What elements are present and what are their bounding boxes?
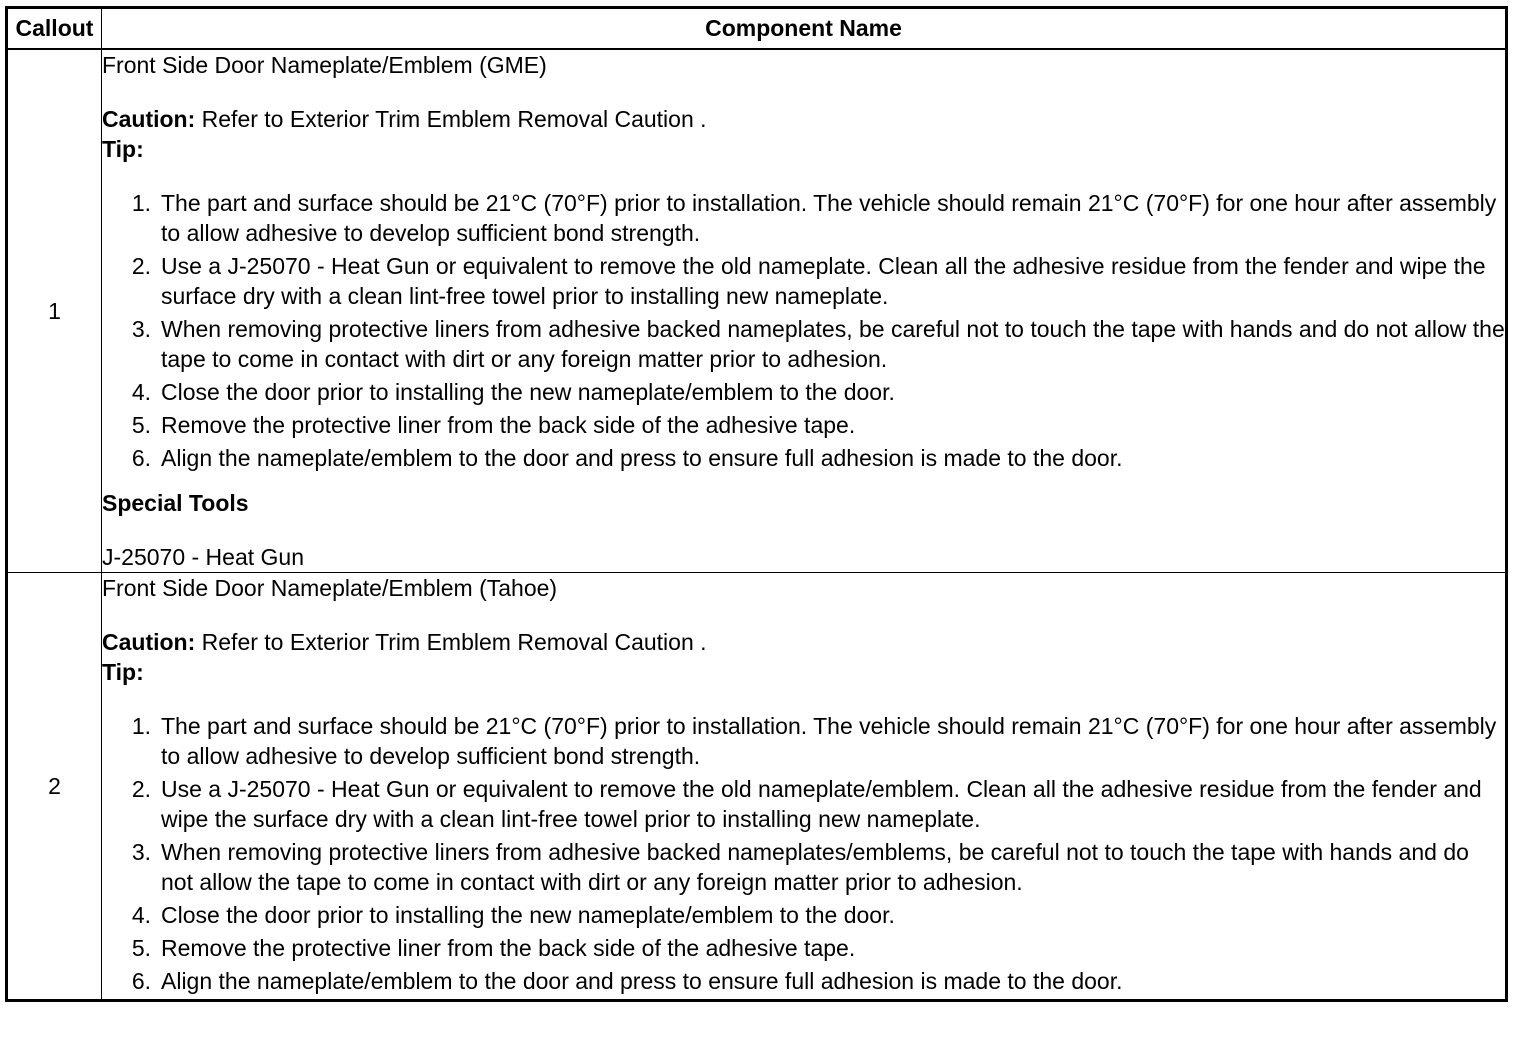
step-number: 5. — [131, 412, 151, 438]
special-tools-heading: Special Tools — [102, 490, 249, 516]
callout-cell: 2 — [7, 573, 102, 1001]
component-title: Front Side Door Nameplate/Emblem (GME) — [102, 52, 547, 78]
tip-label: Tip: — [102, 136, 144, 162]
step-text: When removing protective liners from adhesive backed nameplates, be careful not to touch the tape with hands and do not allow the tape to come in contact with dirt or any foreign matter prior to adhesion. — [161, 316, 1505, 372]
caution-label: Caution: — [102, 106, 196, 132]
step-text: Use a J-25070 - Heat Gun or equivalent to remove the old nameplate/emblem. Clean all the adhesive residue from the fender and wipe the surface dry with a clean lint-free towel prior to installing new nameplate. — [161, 776, 1482, 832]
table-row — [7, 573, 1507, 1001]
special-tool-item: J-25070 - Heat Gun — [102, 544, 305, 570]
step-text: Align the nameplate/emblem to the door and press to ensure full adhesion is made to the door. — [161, 968, 1123, 994]
list-item — [102, 251, 1505, 311]
list-item — [102, 410, 1505, 440]
step-number: 5. — [131, 935, 151, 961]
component-table — [5, 6, 1508, 1002]
step-number: 4. — [131, 902, 151, 928]
step-text: When removing protective liners from adhesive backed nameplates/emblems, be careful not to touch the tape with hands and do not allow the tape to come in contact with dirt or any foreign matter prior to adhesion. — [161, 839, 1469, 895]
header-row — [7, 8, 1507, 50]
step-number: 2. — [131, 253, 151, 279]
list-item — [102, 188, 1505, 248]
step-text: Align the nameplate/emblem to the door and press to ensure full adhesion is made to the door. — [161, 445, 1123, 471]
step-number: 6. — [131, 968, 151, 994]
step-number: 4. — [131, 379, 151, 405]
tip-label: Tip: — [102, 659, 144, 685]
list-item — [102, 443, 1505, 473]
list-item — [102, 314, 1505, 374]
step-text: Remove the protective liner from the back side of the adhesive tape. — [161, 412, 856, 438]
table-row — [7, 49, 1507, 573]
step-number: 3. — [131, 316, 151, 342]
step-text: The part and surface should be 21°C (70°F) prior to installation. The vehicle should remain 21°C (70°F) for one hour after assembly to allow adhesive to develop sufficient bond strength. — [161, 190, 1497, 246]
caution-line — [102, 627, 1505, 657]
step-text: Close the door prior to installing the new nameplate/emblem to the door. — [161, 379, 895, 405]
caution-line — [102, 104, 1505, 134]
component-name-header: Component Name — [102, 8, 1507, 50]
step-text: The part and surface should be 21°C (70°F) prior to installation. The vehicle should remain 21°C (70°F) for one hour after assembly to allow adhesive to develop sufficient bond strength. — [161, 713, 1497, 769]
list-item — [102, 900, 1505, 930]
step-text: Remove the protective liner from the back side of the adhesive tape. — [161, 935, 856, 961]
step-number: 1. — [131, 713, 151, 739]
step-text: Use a J-25070 - Heat Gun or equivalent to remove the old nameplate. Clean all the adhesive residue from the fender and wipe the surface dry with a clean lint-free towel prior to installing new nameplate. — [161, 253, 1486, 309]
list-item — [102, 837, 1505, 897]
caution-text: Refer to Exterior Trim Emblem Removal Caution . — [195, 629, 707, 655]
component-cell — [102, 49, 1507, 573]
step-number: 3. — [131, 839, 151, 865]
list-item — [102, 711, 1505, 771]
list-item — [102, 933, 1505, 963]
list-item — [102, 966, 1505, 996]
list-item — [102, 774, 1505, 834]
steps-list — [102, 188, 1505, 473]
step-text: Close the door prior to installing the new nameplate/emblem to the door. — [161, 902, 895, 928]
caution-label: Caution: — [102, 629, 196, 655]
component-title: Front Side Door Nameplate/Emblem (Tahoe) — [102, 575, 558, 601]
list-item — [102, 377, 1505, 407]
component-cell — [102, 573, 1507, 1001]
step-number: 6. — [131, 445, 151, 471]
step-number: 1. — [131, 190, 151, 216]
callout-cell: 1 — [7, 49, 102, 573]
steps-list — [102, 711, 1505, 996]
callout-header: Callout — [7, 8, 102, 50]
caution-text: Refer to Exterior Trim Emblem Removal Caution . — [195, 106, 707, 132]
step-number: 2. — [131, 776, 151, 802]
